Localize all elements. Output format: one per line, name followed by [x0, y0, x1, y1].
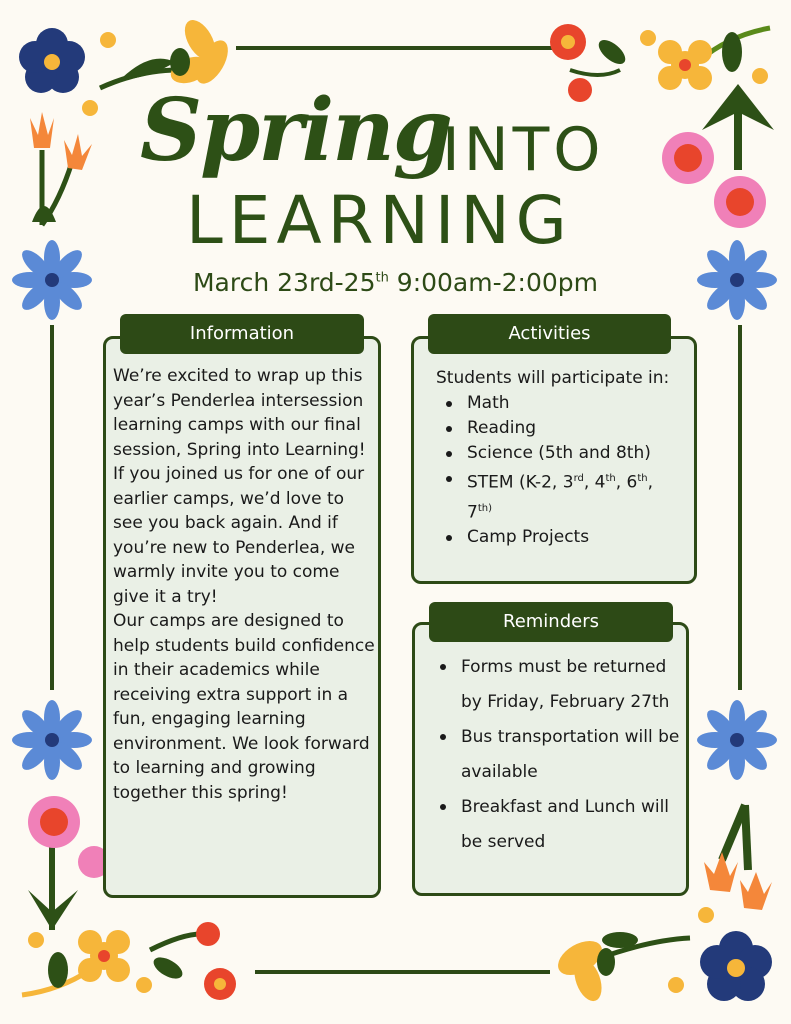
pink-flower-icon	[28, 796, 110, 930]
title-into: INTO	[442, 115, 605, 185]
list-item: Reading	[436, 416, 686, 441]
yellow-tulip-icon	[100, 15, 234, 89]
dot-icon	[698, 907, 714, 923]
orange-tulip-icon	[704, 805, 772, 910]
list-item: Bus transportation will be available	[430, 720, 680, 790]
activities-intro: Students will participate in:	[436, 368, 670, 388]
reminders-list	[430, 650, 680, 860]
dot-icon	[82, 100, 98, 116]
activities-header: Activities	[428, 314, 671, 354]
list-item: Science (5th and 8th)	[436, 441, 686, 466]
dates-suffix: th	[375, 270, 389, 286]
info-paragraph: Our camps are designed to help students build confidence in their academics while receiving extra support in a fun, engaging learning environment. We look forward to learning and growing together this spring!	[113, 611, 375, 803]
list-item: Camp Projects	[436, 525, 686, 550]
red-flower-icon	[150, 922, 236, 1000]
dot-icon	[100, 32, 116, 48]
red-flower-icon	[550, 24, 629, 102]
dot-icon	[28, 932, 44, 948]
dates-time: 9:00am-2:00pm	[388, 268, 598, 297]
navy-flower-icon	[19, 28, 85, 93]
list-item: Breakfast and Lunch will be served	[430, 790, 680, 860]
info-paragraph: We’re excited to wrap up this year’s Penderlea intersession learning camps with our final session, Spring into Learning!	[113, 366, 366, 460]
yellow-tulip-icon	[552, 932, 690, 1005]
event-dates	[0, 268, 791, 297]
dot-icon	[640, 30, 656, 46]
list-item: Math	[436, 391, 686, 416]
information-text	[113, 364, 375, 805]
dot-icon	[136, 977, 152, 993]
dot-icon	[668, 977, 684, 993]
dot-icon	[752, 68, 768, 84]
info-paragraph: If you joined us for one of our earlier camps, we’d love to see you back again. And if you’re new to Penderlea, we warmly invite you to come give it a try!	[113, 464, 365, 607]
navy-flower-icon	[700, 931, 772, 1001]
title-script-spring: Spring	[140, 80, 451, 181]
activities-text	[436, 366, 686, 550]
blue-daisy-icon	[12, 700, 92, 780]
title-learning: LEARNING	[186, 182, 573, 259]
yellow-flower-icon	[658, 28, 770, 90]
information-header: Information	[120, 314, 364, 354]
pink-flower-icon	[662, 132, 766, 228]
activities-list	[436, 391, 686, 550]
list-item-stem: STEM (K-2, 3rd, 4th, 6th, $7^{th)}$	[436, 466, 686, 525]
blue-daisy-icon	[697, 700, 777, 780]
orange-tulip-icon	[30, 112, 92, 225]
reminders-header: Reminders	[429, 602, 673, 642]
list-item: Forms must be returned by Friday, February 27th	[430, 650, 680, 720]
dates-range: March 23rd-25	[192, 268, 376, 297]
